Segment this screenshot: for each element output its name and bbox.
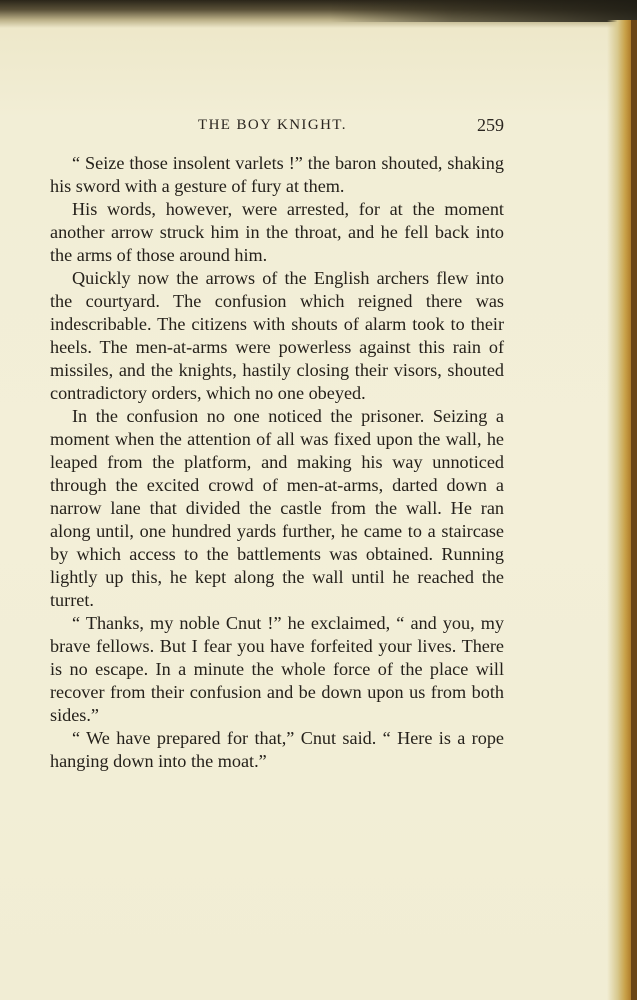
paragraph: “ Thanks, my noble Cnut !” he exclaimed, “ and you, my brave fellows. But I fear you have forfeited your lives. There is no escape. In a minute the whole force of the place will recover from their confusion and be down upon us from both sides.” xyxy=(50,613,504,725)
paragraph: “ Seize those insolent varlets !” the baron shouted, shaking his sword with a gesture of fury at them. xyxy=(50,153,504,196)
paragraph: Quickly now the arrows of the English archers flew into the courtyard. The confusion which reigned there was indescribable. The citizens with shouts of alarm took to their heels. The men-at-arms were powerless against this rain of missiles, and the knights, hastily closing their visors, shouted contradictory orders, which no one obeyed. xyxy=(50,268,504,403)
page-number: 259 xyxy=(477,115,504,135)
running-head: THE BOY KNIGHT. xyxy=(198,117,347,133)
paragraph: His words, however, were arrested, for at the moment another arrow struck him in the throat, and he fell back into the arms of those around him. xyxy=(50,199,504,265)
binding-shadow xyxy=(0,0,637,28)
page-header xyxy=(52,115,504,139)
page-edge xyxy=(607,20,637,1000)
paragraph: “ We have prepared for that,” Cnut said. “ Here is a rope hanging down into the moat.” xyxy=(50,728,504,771)
body-text xyxy=(50,152,504,773)
paragraph: In the confusion no one noticed the prisoner. Seizing a moment when the attention of all was fixed upon the wall, he leaped from the platform, and making his way unnoticed through the excited crowd of men-at-arms, darted down a narrow lane that divided the castle from the wall. He ran along until, one hundred yards further, he came to a staircase by which access to the battlements was obtained. Running lightly up this, he kept along the wall until he reached the turret. xyxy=(50,406,504,610)
